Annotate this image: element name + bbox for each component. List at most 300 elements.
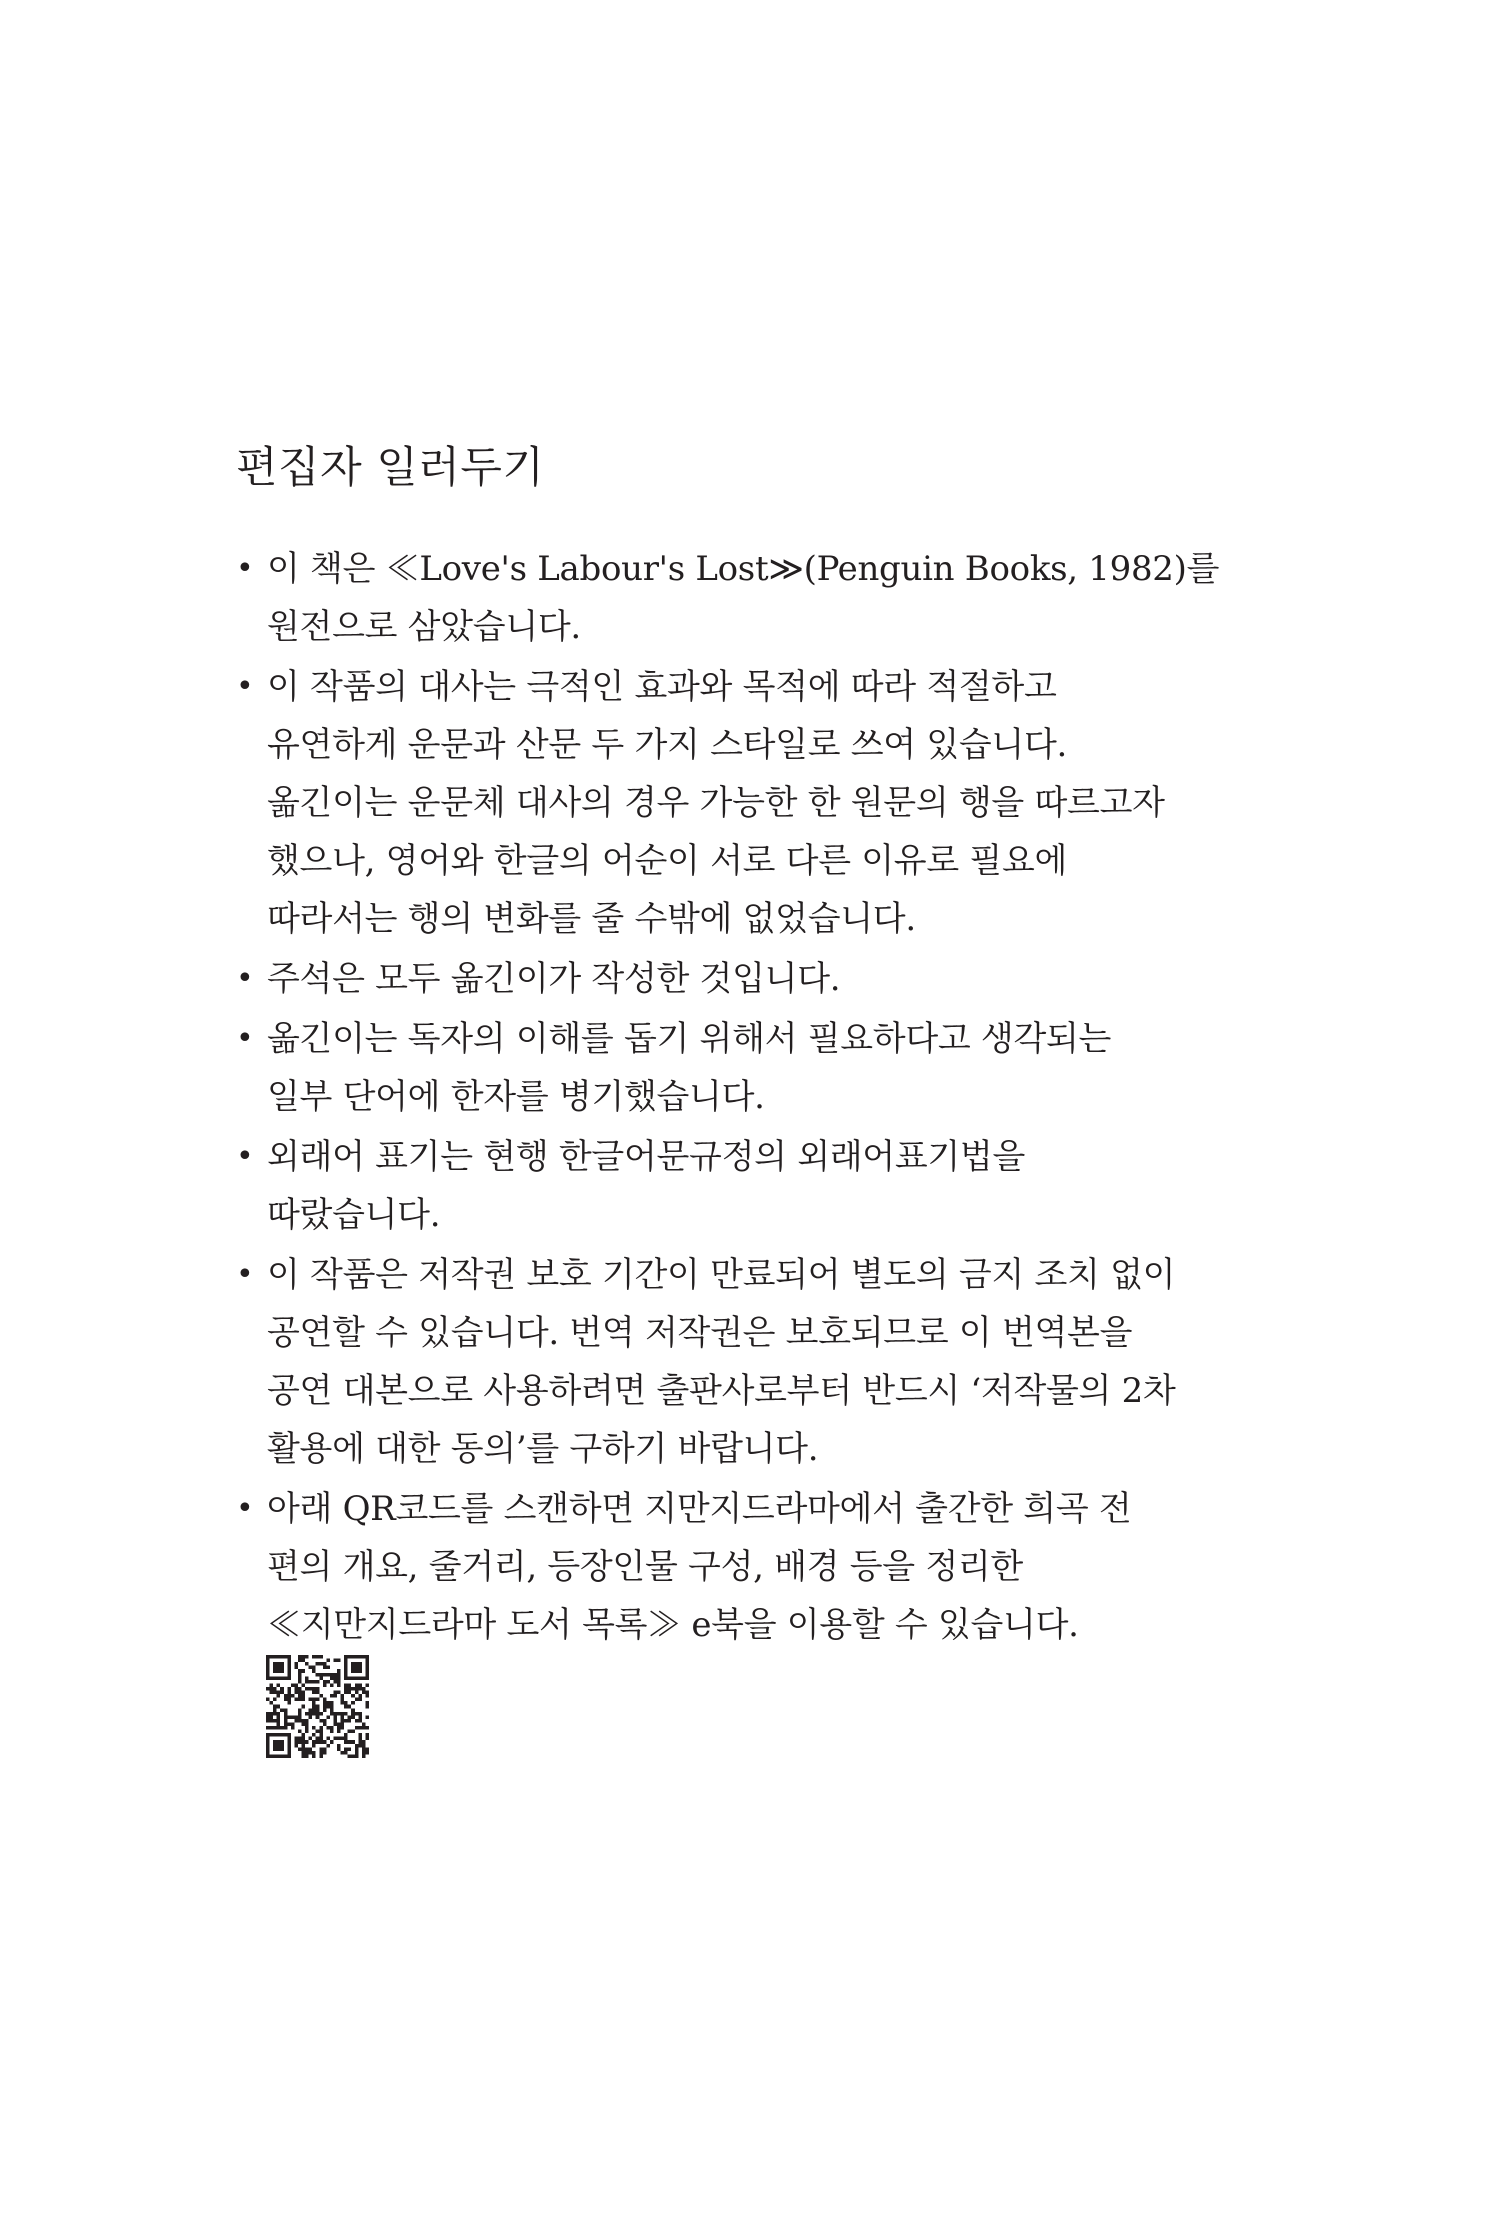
qr-module	[305, 1687, 309, 1691]
qr-module	[287, 1701, 291, 1705]
qr-module	[266, 1687, 270, 1691]
qr-module	[341, 1726, 345, 1730]
qr-module	[355, 1676, 359, 1680]
qr-module	[319, 1662, 323, 1666]
qr-module	[355, 1719, 359, 1723]
note-item	[236, 1480, 1296, 1654]
qr-module	[344, 1687, 348, 1691]
qr-module	[319, 1730, 323, 1734]
qr-module	[287, 1747, 291, 1751]
qr-module	[277, 1747, 281, 1751]
qr-module	[284, 1698, 288, 1702]
qr-module	[365, 1666, 369, 1670]
qr-module	[266, 1669, 270, 1673]
qr-module	[298, 1669, 302, 1673]
qr-module	[316, 1662, 320, 1666]
qr-module	[344, 1751, 348, 1755]
qr-module	[341, 1694, 345, 1698]
qr-module	[309, 1747, 313, 1751]
qr-module	[337, 1726, 341, 1730]
qr-module	[266, 1712, 270, 1716]
qr-module	[344, 1701, 348, 1705]
qr-module	[302, 1754, 306, 1758]
qr-module	[277, 1722, 281, 1726]
qr-module	[348, 1740, 352, 1744]
qr-module	[333, 1737, 337, 1741]
qr-module	[365, 1726, 369, 1730]
note-line: ≪지만지드라마 도서 목록≫ e북을 이용할 수 있습니다.	[267, 1605, 1079, 1645]
qr-module	[312, 1733, 316, 1737]
qr-module	[287, 1715, 291, 1719]
qr-module	[326, 1673, 330, 1677]
qr-module	[273, 1712, 277, 1716]
qr-module	[341, 1712, 345, 1716]
qr-module	[280, 1747, 284, 1751]
qr-module	[273, 1687, 277, 1691]
qr-module	[341, 1715, 345, 1719]
note-item	[236, 540, 1296, 656]
qr-module	[284, 1694, 288, 1698]
qr-module	[316, 1708, 320, 1712]
bullet: •	[236, 1491, 254, 1526]
qr-code-icon[interactable]	[266, 1655, 369, 1758]
qr-module	[337, 1683, 341, 1687]
qr-module	[358, 1744, 362, 1748]
qr-module	[280, 1708, 284, 1712]
qr-module	[344, 1691, 348, 1695]
qr-module	[323, 1673, 327, 1677]
page-title: 편집자 일러두기	[236, 443, 545, 493]
qr-module	[351, 1669, 355, 1673]
qr-module	[270, 1715, 274, 1719]
qr-module	[287, 1733, 291, 1737]
qr-module	[323, 1740, 327, 1744]
qr-module	[287, 1673, 291, 1677]
qr-module	[270, 1726, 274, 1730]
qr-module	[362, 1726, 366, 1730]
qr-module	[362, 1740, 366, 1744]
qr-module	[344, 1719, 348, 1723]
qr-module	[344, 1666, 348, 1670]
qr-module	[362, 1691, 366, 1695]
qr-module	[280, 1687, 284, 1691]
qr-module	[277, 1683, 281, 1687]
qr-module	[351, 1730, 355, 1734]
qr-module	[287, 1744, 291, 1748]
qr-module	[341, 1698, 345, 1702]
qr-module	[316, 1673, 320, 1677]
note-line: 주석은 모두 옮긴이가 작성한 것입니다.	[267, 959, 841, 999]
qr-module	[323, 1705, 327, 1709]
qr-module	[330, 1683, 334, 1687]
qr-module	[291, 1726, 295, 1730]
qr-module	[312, 1669, 316, 1673]
qr-module	[316, 1737, 320, 1741]
qr-module	[266, 1666, 270, 1670]
qr-module	[337, 1673, 341, 1677]
qr-module	[330, 1701, 334, 1705]
qr-module	[287, 1666, 291, 1670]
qr-module	[330, 1676, 334, 1680]
qr-module	[294, 1719, 298, 1723]
qr-module	[266, 1719, 270, 1723]
qr-module	[362, 1676, 366, 1680]
qr-module	[277, 1694, 281, 1698]
qr-module	[326, 1680, 330, 1684]
qr-module	[348, 1691, 352, 1695]
qr-module	[323, 1666, 327, 1670]
qr-module	[280, 1662, 284, 1666]
qr-module	[326, 1666, 330, 1670]
qr-module	[298, 1698, 302, 1702]
qr-module	[323, 1701, 327, 1705]
qr-module	[333, 1676, 337, 1680]
qr-module	[280, 1655, 284, 1659]
qr-module	[355, 1687, 359, 1691]
qr-module	[287, 1676, 291, 1680]
qr-module	[309, 1687, 313, 1691]
qr-module	[333, 1659, 337, 1663]
qr-module	[302, 1691, 306, 1695]
qr-module	[351, 1655, 355, 1659]
qr-module	[355, 1666, 359, 1670]
qr-module	[294, 1691, 298, 1695]
qr-module	[302, 1737, 306, 1741]
qr-module	[358, 1712, 362, 1716]
qr-module	[277, 1733, 281, 1737]
note-line: 따라서는 행의 변화를 줄 수밖에 없었습니다.	[267, 899, 916, 939]
qr-module	[348, 1687, 352, 1691]
qr-module	[351, 1662, 355, 1666]
qr-module	[305, 1747, 309, 1751]
qr-module	[348, 1747, 352, 1751]
qr-module	[270, 1701, 274, 1705]
qr-module	[365, 1705, 369, 1709]
qr-module	[312, 1666, 316, 1670]
qr-module	[298, 1740, 302, 1744]
qr-module	[319, 1719, 323, 1723]
qr-module	[341, 1722, 345, 1726]
qr-module	[316, 1655, 320, 1659]
qr-module	[305, 1712, 309, 1716]
qr-module	[365, 1715, 369, 1719]
qr-module	[312, 1712, 316, 1716]
bullet: •	[236, 1257, 254, 1292]
note-line: 공연 대본으로 사용하려면 출판사로부터 반드시 ‘저작물의 2차	[267, 1371, 1176, 1411]
qr-module	[316, 1740, 320, 1744]
note-line: 일부 단어에 한자를 병기했습니다.	[267, 1077, 765, 1117]
qr-module	[337, 1669, 341, 1673]
qr-module	[355, 1726, 359, 1730]
note-line: 따랐습니다.	[267, 1195, 441, 1235]
bullet: •	[236, 1021, 254, 1056]
qr-module	[312, 1705, 316, 1709]
qr-module	[358, 1715, 362, 1719]
qr-module	[294, 1740, 298, 1744]
qr-module	[312, 1740, 316, 1744]
qr-module	[365, 1733, 369, 1737]
qr-module	[362, 1655, 366, 1659]
note-line: 옮긴이는 운문체 대사의 경우 가능한 한 원문의 행을 따르고자	[267, 783, 1165, 823]
qr-module	[362, 1747, 366, 1751]
qr-module	[302, 1659, 306, 1663]
qr-module	[277, 1669, 281, 1673]
qr-module	[355, 1747, 359, 1751]
qr-module	[302, 1655, 306, 1659]
qr-module	[333, 1691, 337, 1695]
qr-module	[365, 1694, 369, 1698]
qr-module	[344, 1712, 348, 1716]
bullet: •	[236, 961, 254, 996]
qr-module	[291, 1722, 295, 1726]
qr-module	[277, 1705, 281, 1709]
qr-module	[270, 1712, 274, 1716]
qr-module	[266, 1662, 270, 1666]
qr-module	[273, 1666, 277, 1670]
qr-module	[319, 1754, 323, 1758]
qr-module	[355, 1754, 359, 1758]
qr-module	[337, 1659, 341, 1663]
qr-module	[302, 1744, 306, 1748]
qr-module	[312, 1708, 316, 1712]
qr-module	[365, 1659, 369, 1663]
qr-module	[326, 1701, 330, 1705]
qr-module	[323, 1747, 327, 1751]
qr-module	[355, 1655, 359, 1659]
qr-module	[280, 1666, 284, 1670]
qr-module	[287, 1669, 291, 1673]
qr-module	[266, 1744, 270, 1748]
qr-module	[326, 1715, 330, 1719]
qr-module	[330, 1712, 334, 1716]
qr-module	[298, 1673, 302, 1677]
qr-module	[302, 1694, 306, 1698]
qr-module	[309, 1666, 313, 1670]
qr-module	[284, 1733, 288, 1737]
bullet: •	[236, 669, 254, 704]
qr-module	[337, 1747, 341, 1751]
qr-module	[305, 1740, 309, 1744]
qr-module	[319, 1673, 323, 1677]
qr-module	[298, 1715, 302, 1719]
qr-module	[305, 1662, 309, 1666]
qr-module	[344, 1737, 348, 1741]
qr-module	[270, 1687, 274, 1691]
qr-module	[298, 1691, 302, 1695]
qr-module	[298, 1676, 302, 1680]
qr-module	[323, 1662, 327, 1666]
qr-module	[280, 1754, 284, 1758]
qr-module	[298, 1719, 302, 1723]
qr-module	[266, 1673, 270, 1677]
qr-module	[294, 1687, 298, 1691]
qr-module	[316, 1687, 320, 1691]
qr-module	[273, 1698, 277, 1702]
qr-module	[287, 1662, 291, 1666]
qr-module	[302, 1733, 306, 1737]
qr-module	[351, 1694, 355, 1698]
qr-module	[326, 1737, 330, 1741]
qr-module	[291, 1694, 295, 1698]
qr-module	[358, 1698, 362, 1702]
qr-module	[305, 1676, 309, 1680]
qr-module	[333, 1694, 337, 1698]
qr-module	[277, 1740, 281, 1744]
qr-module	[266, 1740, 270, 1744]
qr-module	[333, 1715, 337, 1719]
qr-module	[362, 1744, 366, 1748]
qr-module	[344, 1747, 348, 1751]
qr-module	[309, 1737, 313, 1741]
qr-module	[355, 1691, 359, 1695]
qr-module	[316, 1691, 320, 1695]
qr-module	[358, 1694, 362, 1698]
qr-module	[280, 1740, 284, 1744]
qr-module	[270, 1733, 274, 1737]
qr-module	[316, 1730, 320, 1734]
qr-module	[287, 1659, 291, 1663]
qr-module	[284, 1715, 288, 1719]
qr-module	[294, 1698, 298, 1702]
qr-module	[365, 1676, 369, 1680]
qr-module	[298, 1659, 302, 1663]
qr-module	[312, 1655, 316, 1659]
qr-module	[365, 1662, 369, 1666]
qr-module	[266, 1747, 270, 1751]
qr-module	[273, 1733, 277, 1737]
qr-module	[365, 1655, 369, 1659]
qr-module	[280, 1676, 284, 1680]
qr-module	[294, 1715, 298, 1719]
qr-module	[302, 1683, 306, 1687]
qr-module	[266, 1751, 270, 1755]
qr-module	[316, 1712, 320, 1716]
note-item	[236, 1010, 1296, 1126]
qr-module	[337, 1712, 341, 1716]
qr-module	[302, 1740, 306, 1744]
qr-module	[305, 1726, 309, 1730]
qr-module	[312, 1701, 316, 1705]
qr-module	[309, 1708, 313, 1712]
qr-module	[266, 1698, 270, 1702]
qr-module	[273, 1708, 277, 1712]
qr-module	[326, 1726, 330, 1730]
qr-module	[284, 1719, 288, 1723]
qr-module	[348, 1719, 352, 1723]
qr-module	[344, 1676, 348, 1680]
note-line: 옮긴이는 독자의 이해를 돕기 위해서 필요하다고 생각되는	[267, 1019, 1112, 1059]
qr-module	[341, 1737, 345, 1741]
qr-module	[309, 1751, 313, 1755]
qr-module	[330, 1673, 334, 1677]
qr-module	[358, 1733, 362, 1737]
qr-module	[298, 1687, 302, 1691]
qr-module	[348, 1676, 352, 1680]
qr-module	[351, 1715, 355, 1719]
qr-module	[277, 1712, 281, 1716]
qr-module	[284, 1726, 288, 1730]
qr-module	[277, 1676, 281, 1680]
qr-module	[319, 1733, 323, 1737]
qr-module	[348, 1655, 352, 1659]
qr-module	[273, 1676, 277, 1680]
qr-module	[316, 1698, 320, 1702]
qr-module	[298, 1712, 302, 1716]
qr-module	[305, 1751, 309, 1755]
qr-module	[312, 1698, 316, 1702]
qr-module	[302, 1719, 306, 1723]
qr-module	[305, 1730, 309, 1734]
qr-module	[344, 1673, 348, 1677]
qr-module	[312, 1744, 316, 1748]
qr-module	[351, 1708, 355, 1712]
qr-module	[319, 1747, 323, 1751]
note-item	[236, 950, 1296, 1008]
qr-module	[326, 1744, 330, 1748]
qr-module	[319, 1712, 323, 1716]
qr-module	[341, 1719, 345, 1723]
qr-module	[355, 1712, 359, 1716]
qr-module	[273, 1655, 277, 1659]
qr-module	[316, 1680, 320, 1684]
qr-module	[280, 1726, 284, 1730]
qr-module	[333, 1712, 337, 1716]
qr-module	[277, 1719, 281, 1723]
qr-module	[333, 1722, 337, 1726]
qr-module	[337, 1737, 341, 1741]
qr-module	[277, 1655, 281, 1659]
qr-module	[302, 1751, 306, 1755]
qr-module	[273, 1726, 277, 1730]
qr-module	[330, 1705, 334, 1709]
qr-module	[355, 1669, 359, 1673]
qr-module	[330, 1708, 334, 1712]
qr-module	[291, 1715, 295, 1719]
qr-module	[344, 1662, 348, 1666]
qr-module	[319, 1694, 323, 1698]
qr-module	[365, 1747, 369, 1751]
qr-module	[270, 1719, 274, 1723]
qr-module	[294, 1666, 298, 1670]
bullet: •	[236, 1139, 254, 1174]
qr-module	[319, 1676, 323, 1680]
qr-module	[280, 1669, 284, 1673]
qr-module	[312, 1754, 316, 1758]
qr-module	[298, 1730, 302, 1734]
qr-module	[273, 1719, 277, 1723]
qr-module	[287, 1737, 291, 1741]
qr-module	[294, 1737, 298, 1741]
qr-module	[266, 1726, 270, 1730]
qr-module	[273, 1747, 277, 1751]
qr-module	[312, 1680, 316, 1684]
qr-module	[273, 1754, 277, 1758]
qr-module	[351, 1740, 355, 1744]
qr-module	[280, 1744, 284, 1748]
note-line: 이 작품은 저작권 보호 기간이 만료되어 별도의 금지 조치 없이	[267, 1255, 1176, 1295]
qr-module	[305, 1719, 309, 1723]
qr-module	[362, 1722, 366, 1726]
qr-module	[270, 1683, 274, 1687]
qr-module	[294, 1744, 298, 1748]
note-line: 이 책은 ≪Love's Labour's Lost≫(Penguin Books, 1982)를	[267, 549, 1220, 589]
qr-module	[270, 1676, 274, 1680]
note-line: 이 작품의 대사는 극적인 효과와 목적에 따라 적절하고	[267, 667, 1057, 707]
qr-module	[319, 1751, 323, 1755]
qr-module	[273, 1740, 277, 1744]
qr-module	[323, 1722, 327, 1726]
qr-module	[362, 1687, 366, 1691]
